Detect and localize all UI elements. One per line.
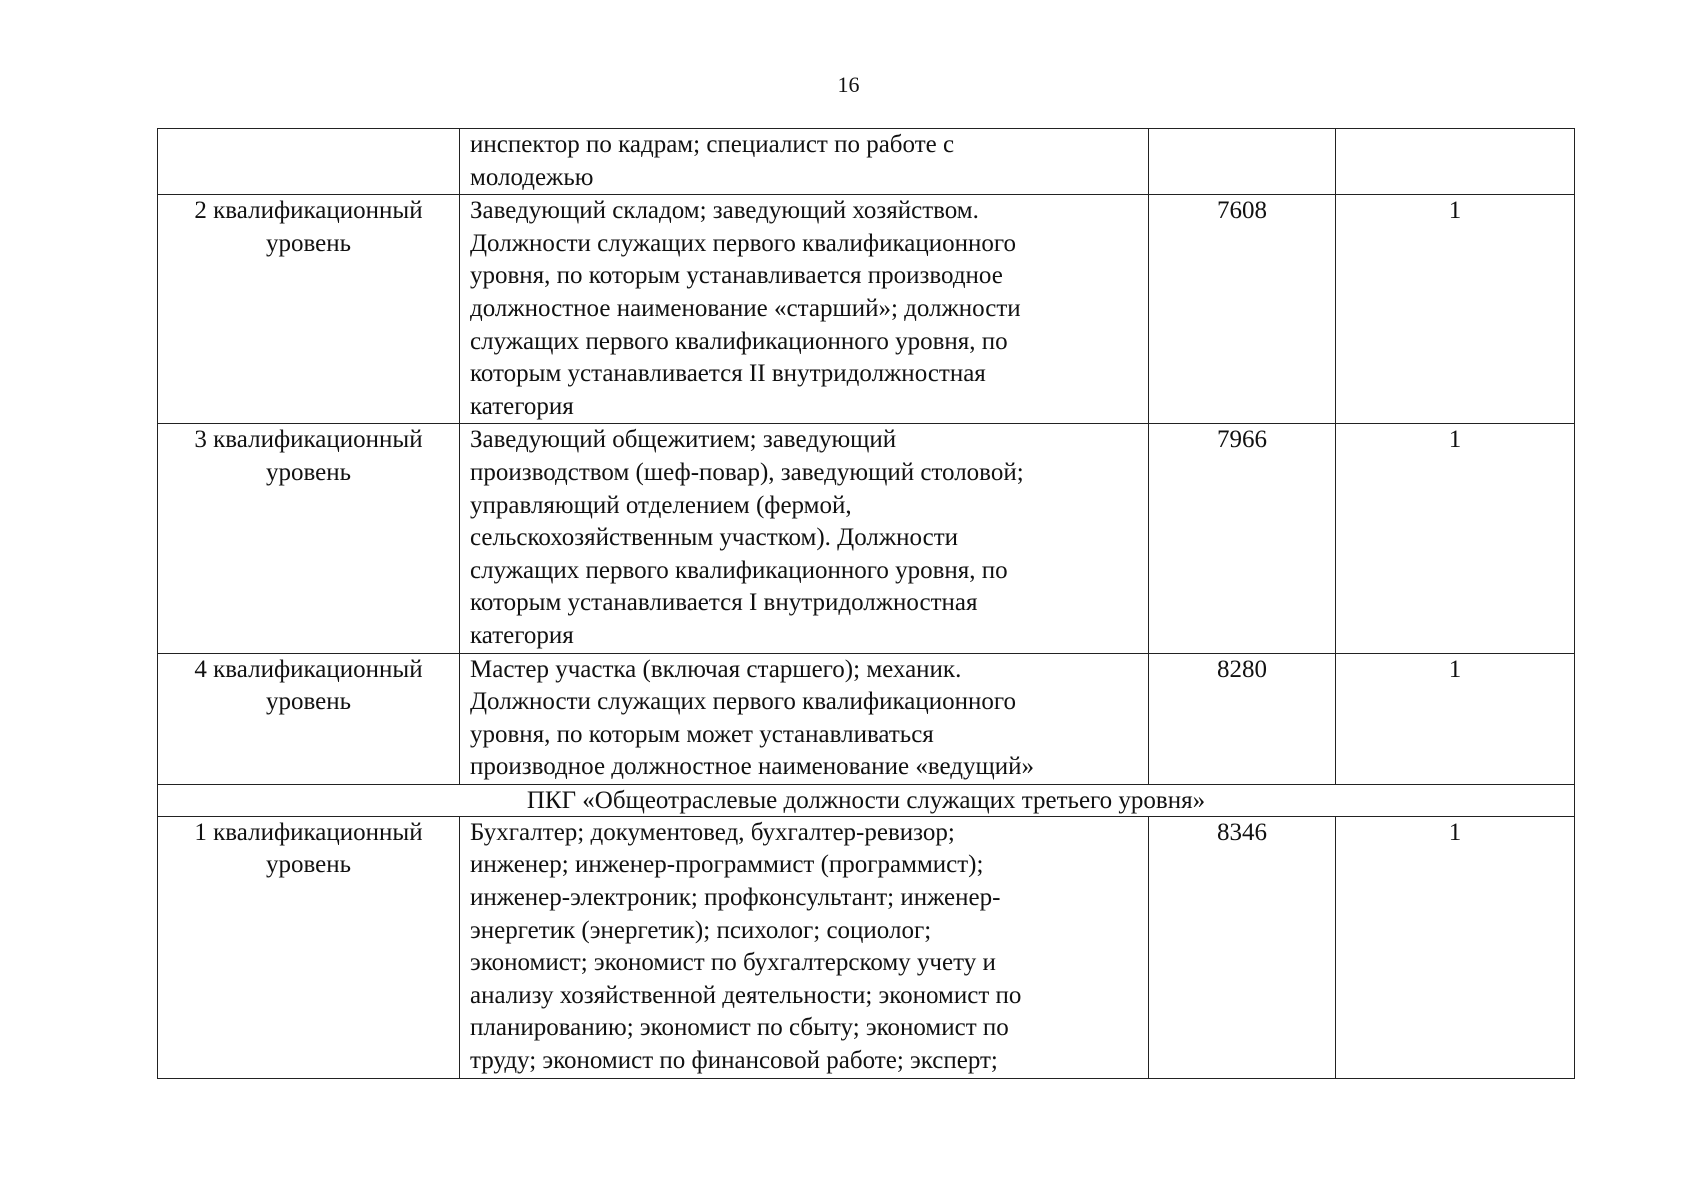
positions-line: служащих первого квалификационного уровня, по — [470, 327, 1008, 355]
qualification-level-line: 1 квалификационный — [194, 818, 423, 846]
salary-value: 7608 — [1217, 197, 1267, 225]
positions-line: должностное наименование «старший»; должности — [470, 294, 1021, 322]
positions-line: уровня, по которым устанавливается производное — [470, 262, 1003, 290]
positions-line: Заведующий общежитием; заведующий — [470, 426, 897, 454]
qualification-level-line: уровень — [265, 458, 352, 486]
coefficient-cell — [1336, 653, 1575, 784]
positions-line: которым устанавливается II внутридолжностная — [470, 360, 986, 388]
coefficient-value: 1 — [1448, 818, 1462, 846]
positions-cell — [460, 653, 1149, 784]
table-row — [158, 424, 1575, 653]
coefficient-value: 1 — [1448, 426, 1462, 454]
coefficient-cell — [1336, 424, 1575, 653]
positions-line: производное должностное наименование «ведущий» — [470, 753, 1034, 781]
salary-table — [157, 128, 1575, 1079]
qualification-level-cell — [158, 816, 460, 1078]
positions-cell — [460, 424, 1149, 653]
positions-line: категория — [470, 392, 574, 420]
qualification-level-cell — [158, 195, 460, 424]
positions-cell — [460, 129, 1149, 195]
positions-line: планированию; экономист по сбыту; экономист по — [470, 1014, 1009, 1042]
positions-line: молодежью — [470, 163, 594, 191]
positions-line: Должности служащих первого квалификационного — [470, 229, 1016, 257]
positions-line: которым устанавливается I внутридолжностная — [470, 589, 978, 617]
table-row — [158, 195, 1575, 424]
salary-value: 8280 — [1217, 655, 1267, 683]
qualification-level-line: уровень — [265, 229, 352, 257]
positions-line: Бухгалтер; документовед, бухгалтер-ревизор; — [470, 818, 955, 846]
qualification-level-line: уровень — [265, 851, 352, 879]
positions-line: сельскохозяйственным участком). Должности — [470, 524, 959, 552]
salary-value: 8346 — [1217, 818, 1267, 846]
positions-line: Должности служащих первого квалификационного — [470, 688, 1016, 716]
positions-line: Мастер участка (включая старшего); механик. — [470, 655, 962, 683]
salary-value: 7966 — [1217, 426, 1267, 454]
salary-cell — [1149, 653, 1336, 784]
positions-line: инженер-электроник; профконсультант; инженер- — [470, 884, 1001, 912]
page-number: 16 — [837, 72, 860, 97]
salary-cell — [1149, 816, 1336, 1078]
qualification-level-line: 4 квалификационный — [194, 655, 423, 683]
positions-line: экономист; экономист по бухгалтерскому учету и — [470, 949, 996, 977]
table-row — [158, 816, 1575, 1078]
positions-line: категория — [470, 621, 574, 649]
salary-cell — [1149, 129, 1336, 195]
coefficient-cell — [1336, 195, 1575, 424]
coefficient-cell — [1336, 816, 1575, 1078]
positions-cell — [460, 816, 1149, 1078]
table-body — [158, 129, 1575, 1079]
positions-line: Заведующий складом; заведующий хозяйством. — [470, 197, 979, 225]
positions-line: уровня, по которым может устанавливаться — [470, 720, 934, 748]
salary-cell — [1149, 424, 1336, 653]
coefficient-value: 1 — [1448, 655, 1462, 683]
positions-line: труду; экономист по финансовой работе; эксперт; — [470, 1047, 998, 1075]
table-row — [158, 129, 1575, 195]
positions-line: анализу хозяйственной деятельности; экономист по — [470, 981, 1022, 1009]
qualification-level-cell — [158, 424, 460, 653]
positions-line: производством (шеф-повар), заведующий столовой; — [470, 458, 1024, 486]
positions-line: инженер; инженер-программист (программист); — [470, 851, 984, 879]
positions-cell — [460, 195, 1149, 424]
salary-cell — [1149, 195, 1336, 424]
group-header-cell: ПКГ «Общеотраслевые должности служащих третьего уровня» — [158, 784, 1575, 816]
positions-line: энергетик (энергетик); психолог; социолог; — [470, 916, 932, 944]
table-row — [158, 653, 1575, 784]
qualification-level-line: 2 квалификационный — [194, 197, 423, 225]
qualification-level-line: уровень — [265, 688, 352, 716]
qualification-level-line: 3 квалификационный — [194, 426, 423, 454]
qualification-level-cell — [158, 129, 460, 195]
positions-line: служащих первого квалификационного уровня, по — [470, 556, 1008, 584]
qualification-level-cell — [158, 653, 460, 784]
group-header-row — [158, 784, 1575, 816]
coefficient-cell — [1336, 129, 1575, 195]
positions-line: управляющий отделением (фермой, — [470, 491, 852, 519]
positions-line: инспектор по кадрам; специалист по работе с — [470, 131, 955, 158]
coefficient-value: 1 — [1448, 197, 1462, 225]
